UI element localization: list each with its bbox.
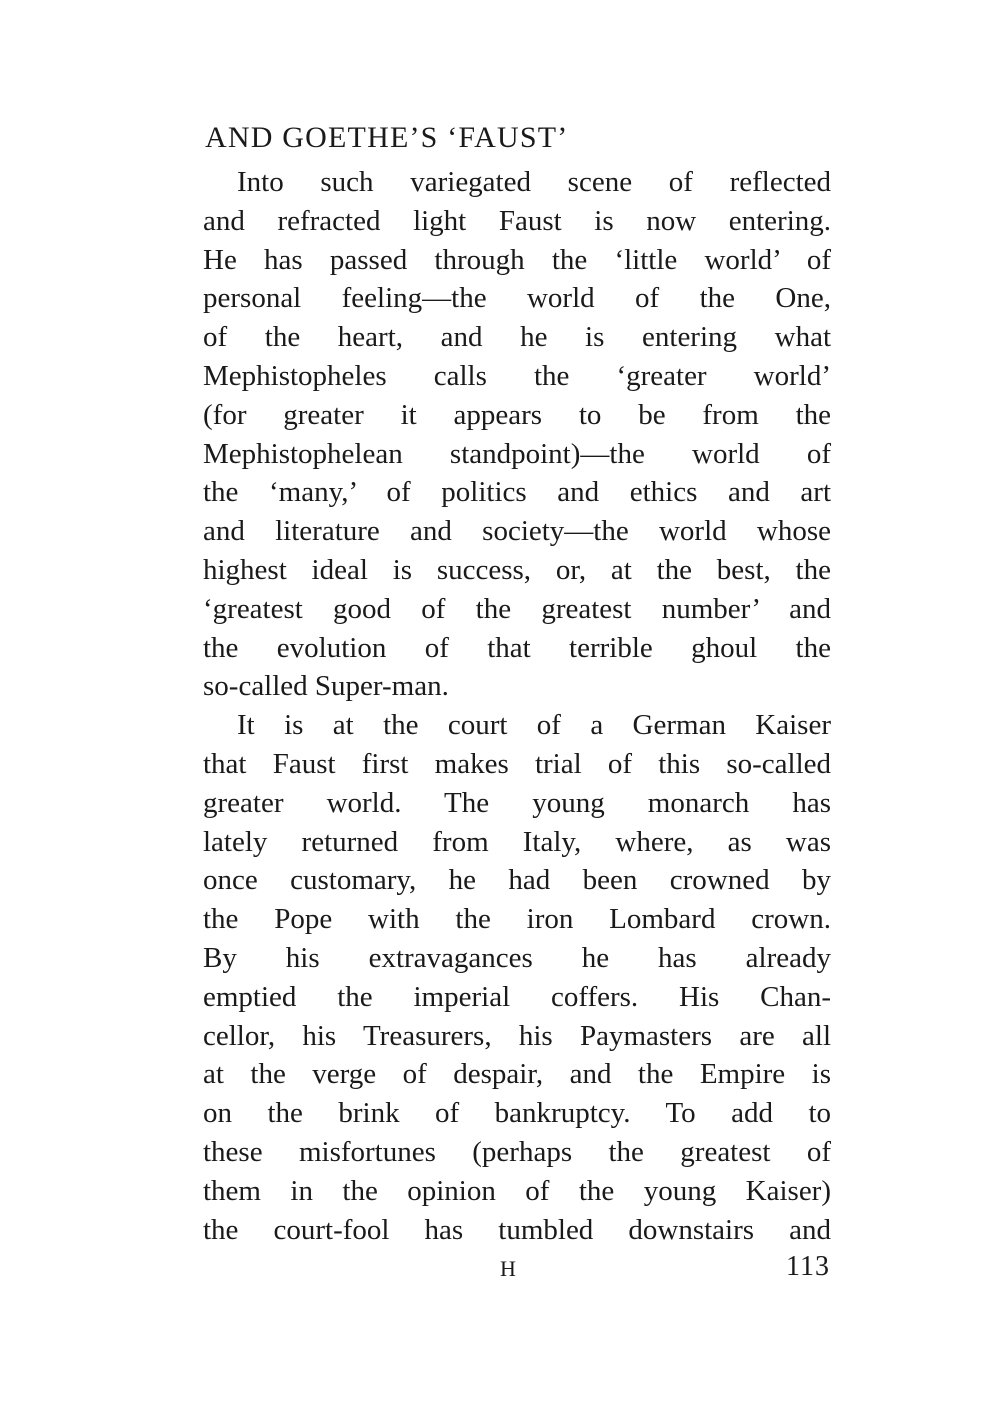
text-line: so-called Super-man. xyxy=(203,670,449,703)
text-line: lately returned from Italy, where, as was xyxy=(203,825,831,858)
text-line: It is at the court of a German Kaiser xyxy=(237,709,831,742)
text-line: emptied the imperial coffers. His Chan- xyxy=(203,980,831,1013)
text-line: ‘greatest good of the greatest number’ and xyxy=(203,592,831,625)
text-line: (for greater it appears to be from the xyxy=(203,398,831,431)
text-line: He has passed through the ‘little world’ of xyxy=(203,243,831,276)
text-line: the evolution of that terrible ghoul the xyxy=(203,631,831,664)
text-line: these misfortunes (perhaps the greatest of xyxy=(203,1135,831,1168)
text-line: greater world. The young monarch has xyxy=(203,786,831,819)
text-line: and literature and society—the world whose xyxy=(203,515,831,548)
text-line: the Pope with the iron Lombard crown. xyxy=(203,903,831,936)
text-line: that Faust first makes trial of this so-called xyxy=(203,747,831,780)
text-line: on the brink of bankruptcy. To add to xyxy=(203,1097,831,1130)
page-number: 113 xyxy=(786,1251,830,1282)
text-line: By his extravagances he has already xyxy=(203,941,831,974)
text-line: Mephistopheles calls the ‘greater world’ xyxy=(203,359,831,392)
text-line: and refracted light Faust is now entering. xyxy=(203,204,831,237)
text-line: highest ideal is success, or, at the best, the xyxy=(203,553,831,586)
text-line: Mephistophelean standpoint)—the world of xyxy=(203,437,831,470)
text-line: cellor, his Treasurers, his Paymasters are all xyxy=(203,1019,831,1052)
text-line: personal feeling—the world of the One, xyxy=(203,282,831,315)
text-line: the court-fool has tumbled downstairs and xyxy=(203,1213,831,1246)
paragraph-1 xyxy=(203,163,831,706)
text-line: once customary, he had been crowned by xyxy=(203,864,831,897)
paragraph-2 xyxy=(203,706,831,1249)
running-head: AND GOETHE’S ‘FAUST’ xyxy=(205,121,569,154)
body-text xyxy=(203,163,831,1249)
signature-mark: H xyxy=(500,1256,518,1281)
text-line: the ‘many,’ of politics and ethics and art xyxy=(203,476,831,509)
text-line: them in the opinion of the young Kaiser) xyxy=(203,1174,831,1207)
text-line: at the verge of despair, and the Empire is xyxy=(203,1058,831,1091)
text-line: of the heart, and he is entering what xyxy=(203,321,831,354)
text-line: Into such variegated scene of reflected xyxy=(237,166,831,198)
